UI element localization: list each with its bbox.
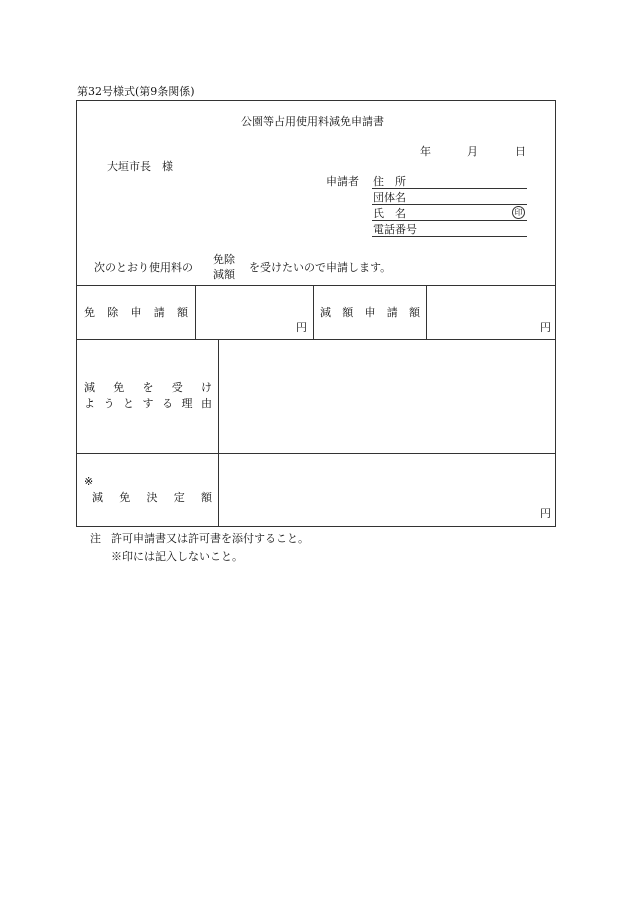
note-label: 注 — [90, 532, 101, 545]
address-underline — [372, 188, 527, 189]
seal-mark: 印 — [512, 206, 525, 219]
row-divider-2 — [76, 339, 556, 340]
addressee: 大垣市長 様 — [107, 160, 173, 173]
reduce-amount-yen: 円 — [540, 321, 551, 334]
organization-label: 団体名 — [373, 191, 406, 204]
form-number: 第32号様式(第9条関係) — [77, 85, 195, 98]
col-divider-c — [426, 285, 427, 339]
request-suffix: を受けたいので申請します。 — [249, 261, 392, 274]
decision-amount-yen: 円 — [540, 507, 551, 520]
reason-label-line1: 減 免 を 受 け — [84, 381, 212, 394]
col-divider-d — [218, 339, 219, 527]
phone-underline — [372, 236, 527, 237]
address-label: 住 所 — [373, 175, 406, 188]
office-use-mark: ※ — [84, 475, 94, 488]
decision-amount-label: 減 免 決 定 額 — [92, 491, 212, 504]
option-exempt: 免除 — [213, 253, 235, 266]
col-divider-a — [195, 285, 196, 339]
row-divider-1 — [76, 285, 556, 286]
exempt-amount-label: 免 除 申 請 額 — [84, 306, 188, 319]
name-label: 氏 名 — [373, 207, 406, 220]
note-1: 許可申請書又は許可書を添付すること。 — [111, 532, 309, 545]
note-2: ※印には記入しないこと。 — [111, 550, 243, 563]
reduce-amount-label: 減 額 申 請 額 — [320, 306, 420, 319]
date-month-label: 月 — [467, 145, 478, 158]
form-title: 公園等占用使用料減免申請書 — [241, 115, 384, 128]
reason-label-line2: よ う と す る 理 由 — [84, 397, 212, 410]
request-prefix: 次のとおり使用料の — [94, 261, 193, 274]
phone-label: 電話番号 — [373, 223, 417, 236]
option-reduce: 減額 — [213, 268, 235, 281]
col-divider-b — [313, 285, 314, 339]
applicant-label: 申請者 — [326, 175, 359, 188]
name-underline — [372, 220, 527, 221]
date-year-label: 年 — [420, 145, 431, 158]
exempt-amount-yen: 円 — [296, 321, 307, 334]
row-divider-3 — [76, 453, 556, 454]
organization-underline — [372, 204, 527, 205]
date-day-label: 日 — [515, 145, 526, 158]
